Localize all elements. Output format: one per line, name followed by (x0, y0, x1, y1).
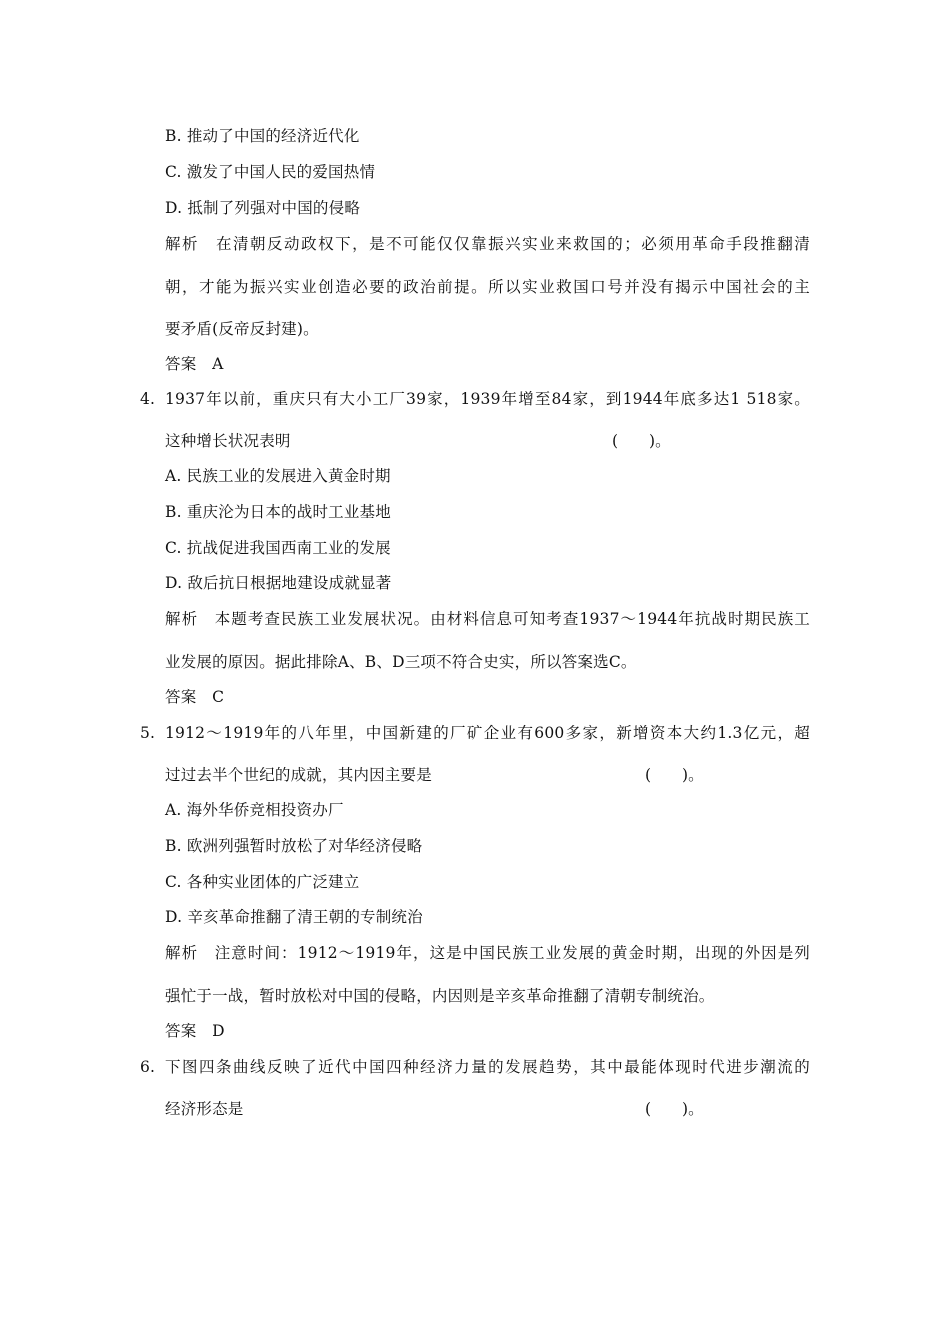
q3-option-d: D. 抵制了列强对中国的侵略 (165, 199, 361, 217)
q4-answer: 答案 C (165, 688, 225, 706)
q4-stem-line-1: 1937年以前，重庆只有大小工厂39家，1939年增至84家，到1944年底多达1 518家。 (165, 390, 810, 408)
q4-option-b: B. 重庆沦为日本的战时工业基地 (165, 503, 391, 521)
q4-answer-blank: ( )。 (612, 432, 671, 450)
q4-stem-line-2: 这种增长状况表明 (165, 432, 291, 450)
q4-option-c: C. 抗战促进我国西南工业的发展 (165, 539, 391, 557)
q6-number: 6. (140, 1058, 156, 1076)
q4-option-d: D. 敌后抗日根据地建设成就显著 (165, 574, 392, 592)
q4-number: 4. (140, 390, 156, 408)
q5-answer-blank: ( )。 (645, 766, 704, 784)
q5-option-c: C. 各种实业团体的广泛建立 (165, 873, 360, 891)
q3-option-b: B. 推动了中国的经济近代化 (165, 127, 360, 145)
q3-analysis-line-3: 要矛盾(反帝反封建)。 (165, 320, 319, 338)
q3-answer: 答案 A (165, 355, 224, 373)
q5-answer: 答案 D (165, 1022, 225, 1040)
q5-option-d: D. 辛亥革命推翻了清王朝的专制统治 (165, 908, 423, 926)
q4-analysis-line-1: 解析 本题考查民族工业发展状况。由材料信息可知考查1937～1944年抗战时期民族工 (165, 610, 810, 628)
q6-answer-blank: ( )。 (645, 1100, 704, 1118)
q5-option-a: A. 海外华侨竞相投资办厂 (165, 801, 344, 819)
q4-option-a: A. 民族工业的发展进入黄金时期 (165, 467, 391, 485)
q3-option-c: C. 激发了中国人民的爱国热情 (165, 163, 376, 181)
q5-option-b: B. 欧洲列强暂时放松了对华经济侵略 (165, 837, 423, 855)
q5-analysis-line-1: 解析 注意时间：1912～1919年，这是中国民族工业发展的黄金时期，出现的外因是列 (165, 944, 810, 962)
q3-analysis-line-2: 朝，才能为振兴实业创造必要的政治前提。所以实业救国口号并没有揭示中国社会的主 (165, 278, 810, 296)
q6-stem-line-1: 下图四条曲线反映了近代中国四种经济力量的发展趋势，其中最能体现时代进步潮流的 (165, 1058, 810, 1076)
q5-stem-line-2: 过过去半个世纪的成就，其内因主要是 (165, 766, 432, 784)
q5-stem-line-1: 1912～1919年的八年里，中国新建的厂矿企业有600多家，新增资本大约1.3亿元，超 (165, 724, 810, 742)
q5-number: 5. (140, 724, 156, 742)
q5-analysis-line-2: 强忙于一战，暂时放松对中国的侵略，内因则是辛亥革命推翻了清朝专制统治。 (165, 987, 715, 1005)
q6-stem-line-2: 经济形态是 (165, 1100, 244, 1118)
q3-analysis-line-1: 解析 在清朝反动政权下，是不可能仅仅靠振兴实业来救国的；必须用革命手段推翻清 (165, 235, 810, 253)
q4-analysis-line-2: 业发展的原因。据此排除A、B、D三项不符合史实，所以答案选C。 (165, 653, 637, 671)
